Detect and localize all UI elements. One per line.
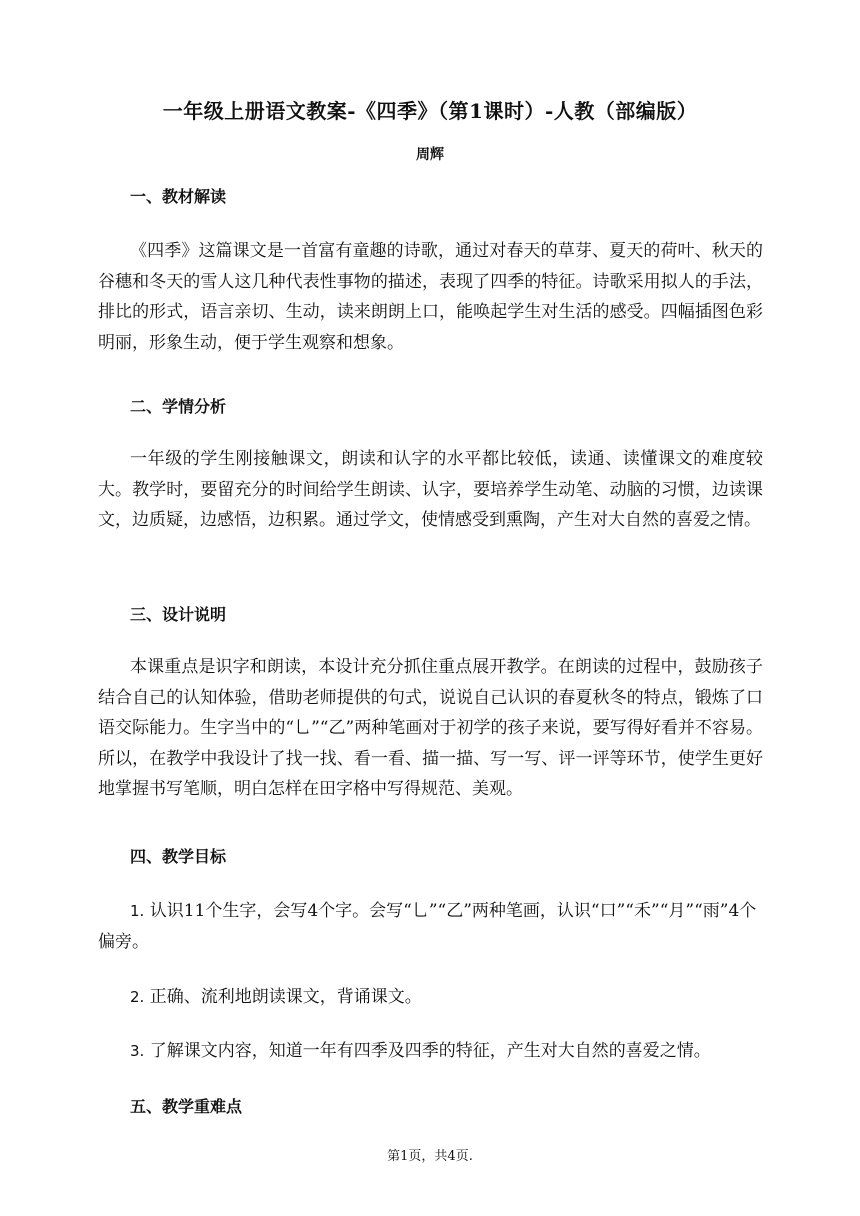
goal-item-text: 正确、流利地朗读课文，背诵课文。 (149, 987, 422, 1007)
document-title: 一年级上册语文教案-《四季》（第1课时）-人教（部编版） (162, 99, 698, 123)
goal-item-text: 了解课文内容，知道一年有四季及四季的特征，产生对大自然的喜爱之情。 (149, 1041, 711, 1061)
page-footer: 第1页，共4页. (387, 1149, 473, 1164)
document-author: 周辉 (416, 147, 444, 163)
section-heading-design-notes: 三、设计说明 (130, 605, 227, 624)
goal-item-number: 3. (130, 1042, 145, 1060)
goal-item-number: 1. (130, 902, 145, 920)
section-paragraph-student-analysis: 一年级的学生刚接触课文，朗读和认字的水平都比较低，读通、读懂课文的难度较大。教学时，要留充分的时间给学生朗读、认字，要培养学生动笔、动脑的习惯，边读课文，边质疑，边感悟，边积累。通过学文，使情感受到熏陶，产生对大自然的喜爱之情。 (98, 449, 763, 530)
section-heading-textbook-interpretation: 一、教材解读 (130, 187, 227, 206)
goal-item (98, 896, 763, 957)
section-heading-key-difficulties: 五、教学重难点 (130, 1097, 243, 1116)
goal-item (98, 1036, 763, 1067)
goal-item (98, 982, 763, 1013)
section-paragraph-design-notes: 本课重点是识字和朗读，本设计充分抓住重点展开教学。在朗读的过程中，鼓励孩子结合自己的认知体验，借助老师提供的句式，说说自己认识的春夏秋冬的特点，锻炼了口语交际能力。生字当中的“乚”“乙”两种笔画对于初学的孩子来说，要写得好看并不容易。所以，在教学中我设计了找一找、看一看、描一描、写一写、评一评等环节，使学生更好地掌握书写笔顺，明白怎样在田字格中写得规范、美观。 (98, 657, 763, 799)
section-paragraph-textbook-interpretation: 《四季》这篇课文是一首富有童趣的诗歌，通过对春天的草芽、夏天的荷叶、秋天的谷穗和冬天的雪人这几种代表性事物的描述，表现了四季的特征。诗歌采用拟人的手法，排比的形式，语言亲切、生动，读来朗朗上口，能唤起学生对生活的感受。四幅插图色彩明丽，形象生动，便于学生观察和想象。 (98, 241, 763, 353)
section-heading-teaching-goals: 四、教学目标 (130, 847, 227, 866)
goal-item-text: 认识11个生字，会写4个字。会写“乚”“乙”两种笔画，认识“口”“禾”“月”“雨”4个偏旁。 (98, 901, 757, 952)
section-heading-student-analysis: 二、学情分析 (130, 397, 227, 416)
goal-item-number: 2. (130, 988, 145, 1006)
